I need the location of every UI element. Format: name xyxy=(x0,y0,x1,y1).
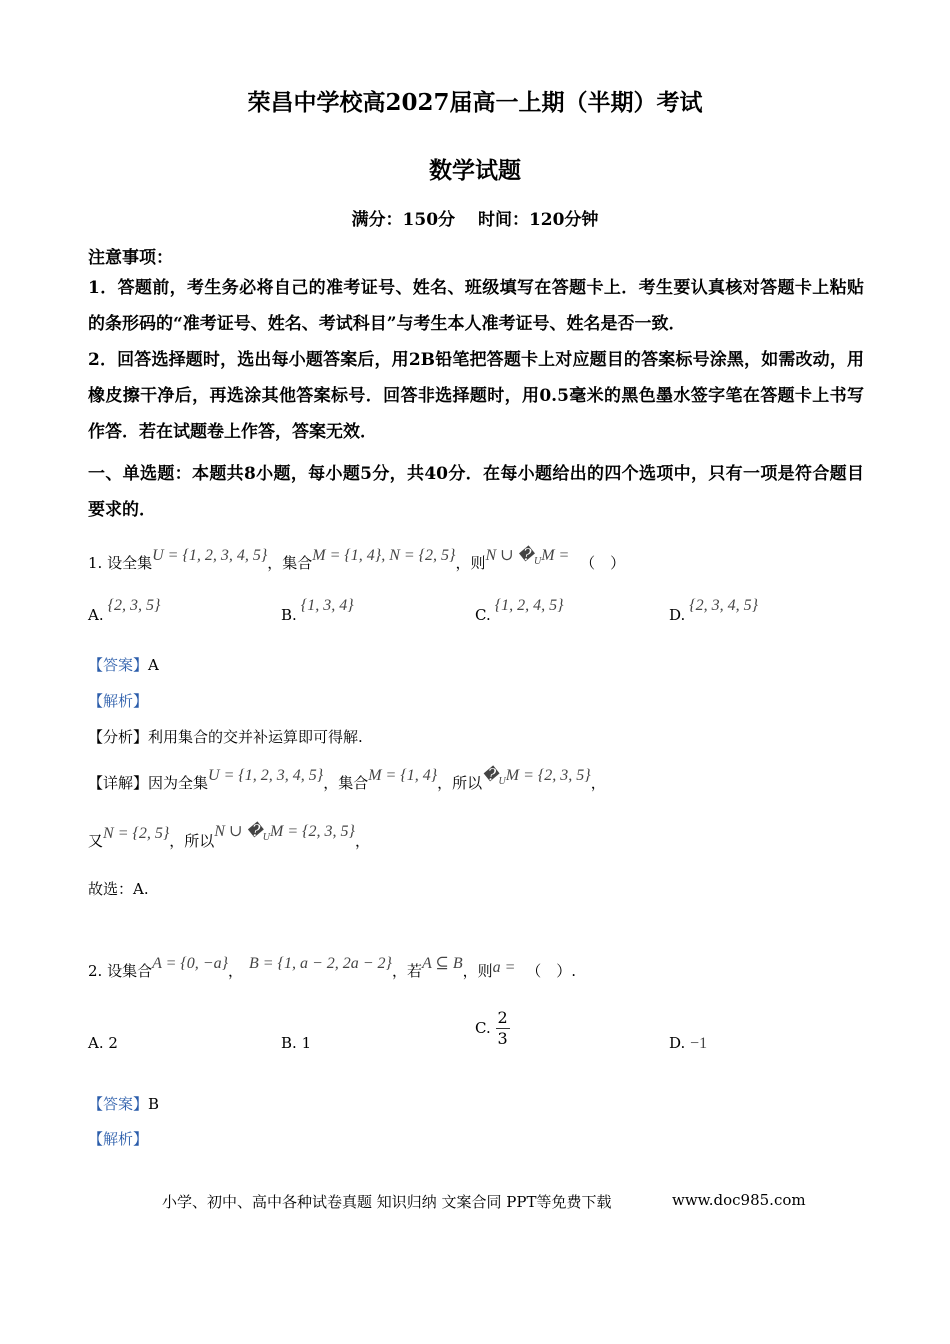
page-subtitle: 数学试题 xyxy=(429,157,521,184)
section-heading: 一、单选题：本题共8小题，每小题5分，共40分．在每小题给出的四个选项中，只有一项是符合题目要求的． xyxy=(88,464,864,520)
q2-option-d xyxy=(669,1034,707,1053)
option-label: D. xyxy=(669,1034,686,1052)
option-value: 2 xyxy=(108,1034,118,1052)
option-label: B. xyxy=(281,1034,297,1052)
q1-text: ，集合 xyxy=(267,554,313,572)
union-result: M = {2, 3, 5} xyxy=(270,823,355,840)
q2-text: ， xyxy=(227,962,243,980)
xiangjie-math: U = {1, 2, 3, 4, 5} xyxy=(208,767,324,784)
option-label: C. xyxy=(475,1018,491,1037)
option-label: A. xyxy=(88,1034,104,1052)
complement-result: M = {2, 3, 5} xyxy=(505,767,591,784)
q2-variable: a = xyxy=(492,959,516,976)
answer-value: A xyxy=(148,656,159,674)
q2-set-a: A = {0, −a} xyxy=(152,955,228,972)
analysis-tag: 【解析】 xyxy=(88,1130,149,1148)
xiangjie-text: ，集合 xyxy=(323,774,369,792)
notice-item-1: 1．答题前，考生务必将自己的准考证号、姓名、班级填写在答题卡上．考生要认真核对答题卡上粘贴的条形码的“准考证号、姓名、考试科目”与考生本人准考证号、姓名是否一致． xyxy=(88,278,864,334)
q2-option-a xyxy=(88,1034,118,1052)
q1-set-u: U = {1, 2, 3, 4, 5} xyxy=(152,547,268,564)
xiangjie-text: 又 xyxy=(88,832,104,850)
q1-xiangjie-line2 xyxy=(88,823,370,853)
xiangjie-text: ，所以 xyxy=(437,774,483,792)
q1-paren: （ ） xyxy=(580,554,626,572)
q1-option-b xyxy=(281,597,354,625)
q1-expr-main: N ∪ � xyxy=(485,547,534,564)
q2-answer xyxy=(88,1093,159,1114)
question-1 xyxy=(88,547,626,575)
complement-sub: U xyxy=(498,776,506,788)
xiangjie-text: ， xyxy=(354,832,370,850)
q2-option-c xyxy=(475,1008,510,1049)
option-label: A. xyxy=(88,606,104,624)
q2-option-b xyxy=(281,1034,311,1052)
xiangjie-text: 因为全集 xyxy=(148,774,209,792)
complement-symbol: � xyxy=(482,767,499,784)
xiangjie-math: N = {2, 5} xyxy=(103,825,170,842)
q1-answer xyxy=(88,654,159,675)
q1-option-a xyxy=(88,597,161,625)
q1-fenxi xyxy=(88,726,363,747)
option-value: 1 xyxy=(301,1034,312,1052)
option-label: D. xyxy=(669,606,686,624)
footer-text: 小学、初中、高中各种试卷真题 知识归纳 文案合同 PPT等免费下载 xyxy=(162,1193,612,1211)
q2-text: ，则 xyxy=(462,962,493,980)
union-expr: N ∪ � xyxy=(214,823,263,840)
q1-expr xyxy=(485,547,570,568)
xiangjie-text: ，所以 xyxy=(169,832,215,850)
q1-conclusion: 故选：A. xyxy=(88,880,149,898)
q1-xiangjie-line1 xyxy=(88,767,606,795)
q2-paren: （ ）. xyxy=(526,962,577,980)
q1-option-c xyxy=(475,597,564,625)
option-value: {2, 3, 5} xyxy=(107,597,161,614)
q2-text: ，若 xyxy=(391,962,422,980)
xiangjie-math xyxy=(214,823,355,844)
fraction-numerator: 2 xyxy=(497,1008,508,1027)
q1-expr-tail: M = xyxy=(541,547,570,564)
xiangjie-math xyxy=(482,767,591,788)
union-sub: U xyxy=(262,832,271,844)
xiangjie-tag: 【详解】 xyxy=(88,774,149,792)
option-value: −1 xyxy=(690,1035,708,1052)
q1-option-d xyxy=(669,597,759,625)
q1-prefix: 1. 设全集 xyxy=(88,554,153,572)
analysis-tag: 【解析】 xyxy=(88,692,149,710)
q2-condition: A ⊆ B xyxy=(421,955,463,972)
footer-link[interactable]: www.doc985.com xyxy=(672,1191,806,1209)
q1-set-mn: M = {1, 4}, N = {2, 5} xyxy=(312,547,456,564)
fraction-denominator: 3 xyxy=(497,1029,508,1048)
answer-tag: 【答案】 xyxy=(88,656,149,674)
option-label: C. xyxy=(475,606,491,624)
answer-tag: 【答案】 xyxy=(88,1095,149,1113)
fenxi-text: 利用集合的交并补运算即可得解. xyxy=(148,728,363,746)
notice-heading: 注意事项： xyxy=(88,248,173,268)
q2-prefix: 2. 设集合 xyxy=(88,962,153,980)
option-fraction xyxy=(496,1008,510,1049)
answer-value: B xyxy=(148,1095,160,1113)
option-value: {2, 3, 4, 5} xyxy=(689,597,759,614)
notice-item-2: 2．回答选择题时，选出每小题答案后，用2B铅笔把答题卡上对应题目的答案标号涂黑，如需改动，用橡皮擦干净后，再选涂其他答案标号．回答非选择题时，用0.5毫米的黑色墨水签字笔在答题卡上书写作答．若在试题卷上作答，答案无效． xyxy=(88,350,864,442)
question-2 xyxy=(88,955,577,981)
q1-analysis-heading xyxy=(88,690,148,711)
q2-set-b: B = {1, a − 2, 2a − 2} xyxy=(248,955,392,972)
fenxi-tag: 【分析】 xyxy=(88,728,149,746)
page-title: 荣昌中学校高2027届高一上期（半期）考试 xyxy=(247,89,703,116)
option-label: B. xyxy=(281,606,297,624)
exam-info: 满分：150分 时间：120分钟 xyxy=(351,210,599,230)
option-value: {1, 2, 4, 5} xyxy=(494,597,564,614)
q1-expr-sub: U xyxy=(533,556,542,568)
q2-analysis-heading xyxy=(88,1128,148,1149)
option-value: {1, 3, 4} xyxy=(300,597,354,614)
q1-text: ，则 xyxy=(455,554,486,572)
xiangjie-math: M = {1, 4} xyxy=(368,767,438,784)
xiangjie-text: ， xyxy=(590,774,606,792)
